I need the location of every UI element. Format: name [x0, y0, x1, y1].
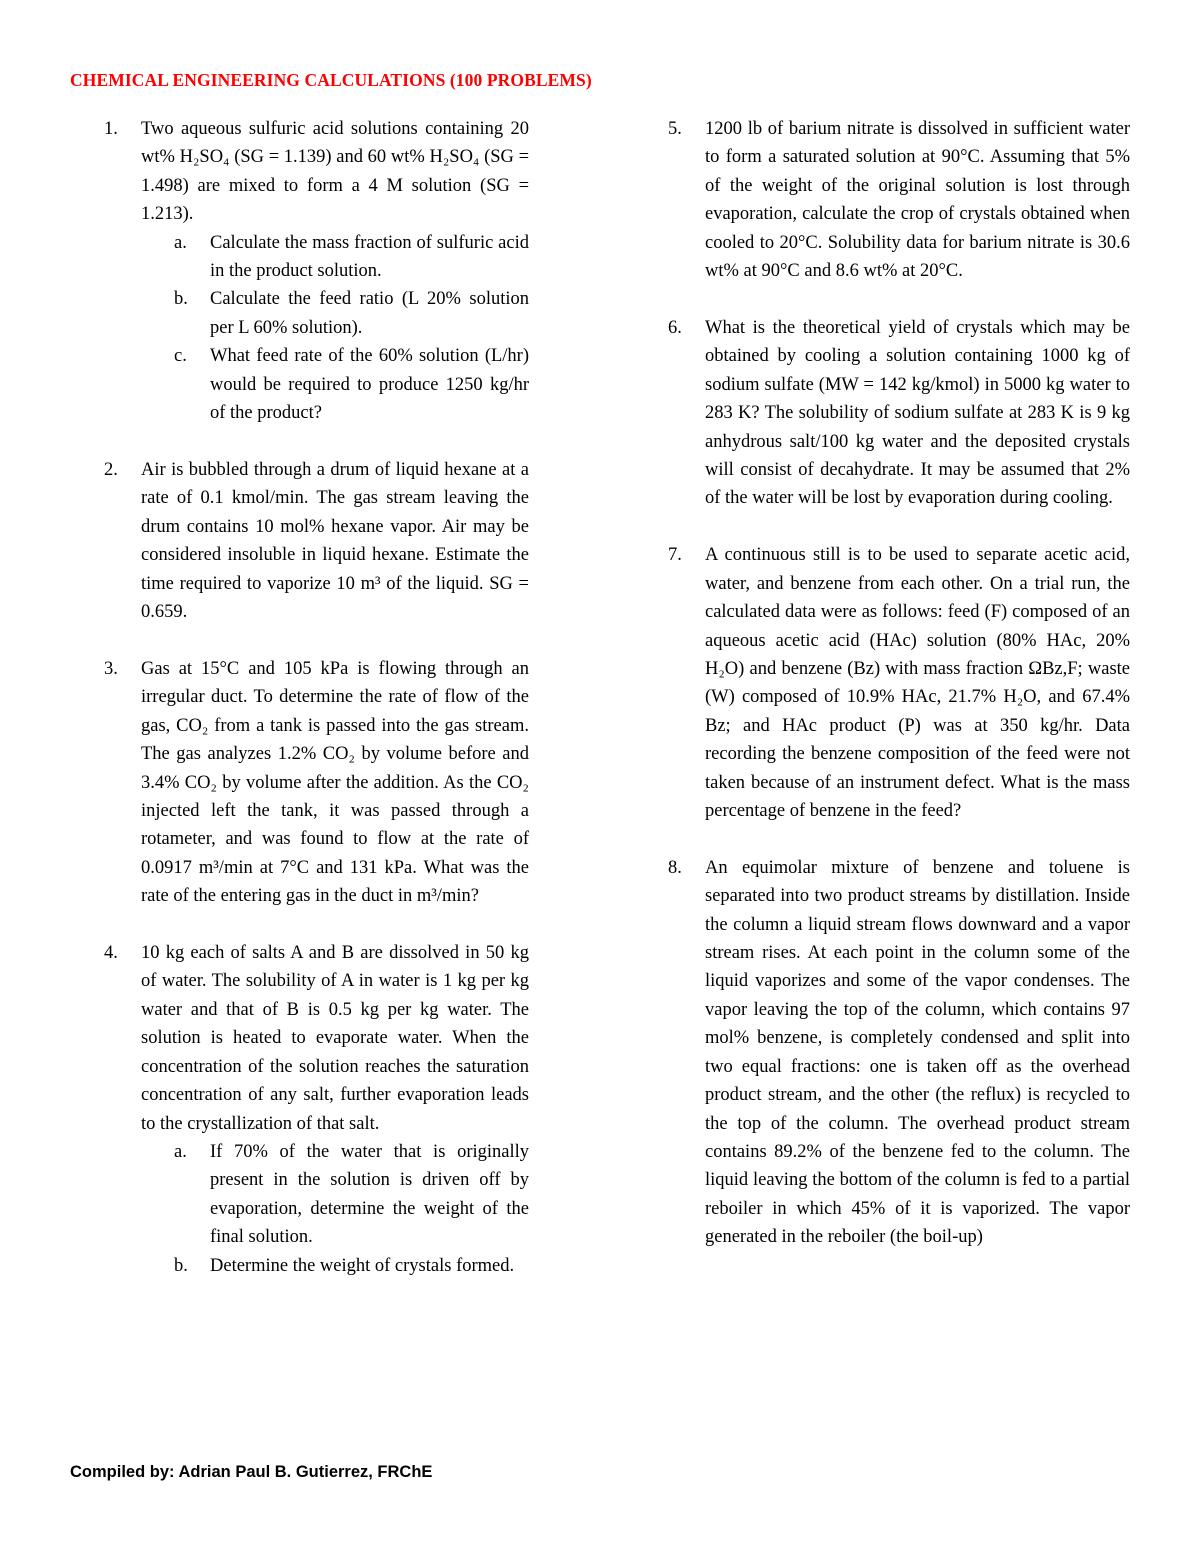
problem-text: 1200 lb of barium nitrate is dissolved in sufficient water to form a saturated solution at 90°C. Assuming that 5% of the weight of the original solution is lost through evaporation, calculate the crop of crystals obtained when cooled to 20°C. Solubility data for barium nitrate is 30.6 wt% at 90°C and 8.6 wt% at 20°C. [705, 119, 1130, 282]
problem-8 [668, 854, 1130, 1252]
problem-2 [104, 456, 529, 626]
sub-question-c [174, 342, 529, 427]
problem-text: Two aqueous sulfuric acid solutions containing 20 wt% H₂SO₄ (SG = 1.139) and 60 wt% H₂SO₄ (SG = 1.498) are mixed to form a 4 M solution (SG = 1.213). [141, 119, 529, 225]
problem-number: 3. [104, 658, 118, 679]
left-column [104, 115, 529, 1308]
sub-question-a [174, 1138, 529, 1252]
problem-7 [668, 541, 1130, 825]
sub-text: Determine the weight of crystals formed. [210, 1255, 515, 1276]
problem-5 [668, 115, 1130, 285]
sub-letter: b. [174, 289, 188, 310]
problem-4 [104, 939, 529, 1280]
sub-letter: a. [174, 232, 187, 253]
problem-text: Gas at 15°C and 105 kPa is flowing through an irregular duct. To determine the rate of flow of the gas, CO₂ from a tank is passed into the gas stream. The gas analyzes 1.2% CO₂ by volume before and 3.4% CO₂ by volume after the addition. As the CO₂ injected left the tank, it was passed through a rotameter, and was found to flow at the rate of 0.0917 m³/min at 7°C and 131 kPa. What was the rate of the entering gas in the duct in m³/min? [141, 658, 529, 907]
sub-text: Calculate the feed ratio (L 20% solution per L 60% solution). [210, 289, 529, 338]
problem-number: 8. [668, 857, 682, 878]
sub-letter: c. [174, 346, 187, 367]
problem-text: Air is bubbled through a drum of liquid hexane at a rate of 0.1 kmol/min. The gas stream leaving the drum contains 10 mol% hexane vapor. Air may be considered insoluble in liquid hexane. Estimate the time required to vaporize 10 m³ of the liquid. SG = 0.659. [141, 459, 529, 622]
problem-number: 4. [104, 943, 118, 964]
problem-text: 10 kg each of salts A and B are dissolved in 50 kg of water. The solubility of A in water is 1 kg per kg water and that of B is 0.5 kg per kg water. The solution is heated to evaporate water. When the concentration of the solution reaches the saturation concentration of any salt, further evaporation leads to the crystallization of that salt. [141, 943, 529, 1134]
document-title: CHEMICAL ENGINEERING CALCULATIONS (100 PROBLEMS) [70, 70, 592, 90]
sub-letter: b. [174, 1255, 188, 1276]
problem-3 [104, 655, 529, 911]
problem-number: 6. [668, 317, 682, 338]
sub-question-a [174, 229, 529, 286]
sub-text: If 70% of the water that is originally present in the solution is driven off by evaporation, determine the weight of the final solution. [210, 1141, 529, 1248]
problem-1 [104, 115, 529, 427]
problem-number: 7. [668, 545, 682, 566]
problem-number: 2. [104, 459, 118, 480]
sub-text: Calculate the mass fraction of sulfuric acid in the product solution. [210, 232, 529, 282]
sub-question-b [174, 1252, 529, 1280]
problem-text: An equimolar mixture of benzene and toluene is separated into two product streams by distillation. Inside the column a liquid stream flows downward and a vapor stream rises. At each point in the column some of the liquid vaporizes and some of the vapor condenses. The vapor leaving the top of the column, which contains 97 mol% benzene, is completely condensed and split into two equal fractions: one is taken off as the overhead product stream, and the other (the reflux) is recycled to the top of the column. The overhead product stream contains 89.2% of the benzene fed to the column. The liquid leaving the bottom of the column is fed to a partial reboiler in which 45% of it is vaporized. The vapor generated in the reboiler (the boil-up) [705, 857, 1130, 1248]
problem-number: 1. [104, 119, 118, 139]
right-column [668, 115, 1130, 1280]
sub-text: What feed rate of the 60% solution (L/hr) would be required to produce 1250 kg/hr of the product? [210, 346, 529, 424]
compiled-by-footer: Compiled by: Adrian Paul B. Gutierrez, FRChE [70, 1463, 433, 1481]
problem-6 [668, 314, 1130, 513]
sub-letter: a. [174, 1141, 187, 1162]
problem-text: A continuous still is to be used to separate acetic acid, water, and benzene from each other. On a trial run, the calculated data were as follows: feed (F) composed of an aqueous acetic acid (HAc) solution (80% HAc, 20% H₂O) and benzene (Bz) with mass fraction ΩBz,F; waste (W) composed of 10.9% HAc, 21.7% H₂O, and 67.4% Bz; and HAc product (P) was at 350 kg/hr. Data recording the benzene composition of the feed were not taken because of an instrument defect. What is the mass percentage of benzene in the feed? [705, 545, 1130, 821]
problem-number: 5. [668, 119, 682, 139]
sub-question-b [174, 285, 529, 342]
problem-text: What is the theoretical yield of crystals which may be obtained by cooling a solution containing 1000 kg of sodium sulfate (MW = 142 kg/kmol) in 5000 kg water to 283 K? The solubility of sodium sulfate at 283 K is 9 kg anhydrous salt/100 kg water and the deposited crystals will consist of decahydrate. It may be assumed that 2% of the water will be lost by evaporation during cooling. [705, 317, 1130, 509]
